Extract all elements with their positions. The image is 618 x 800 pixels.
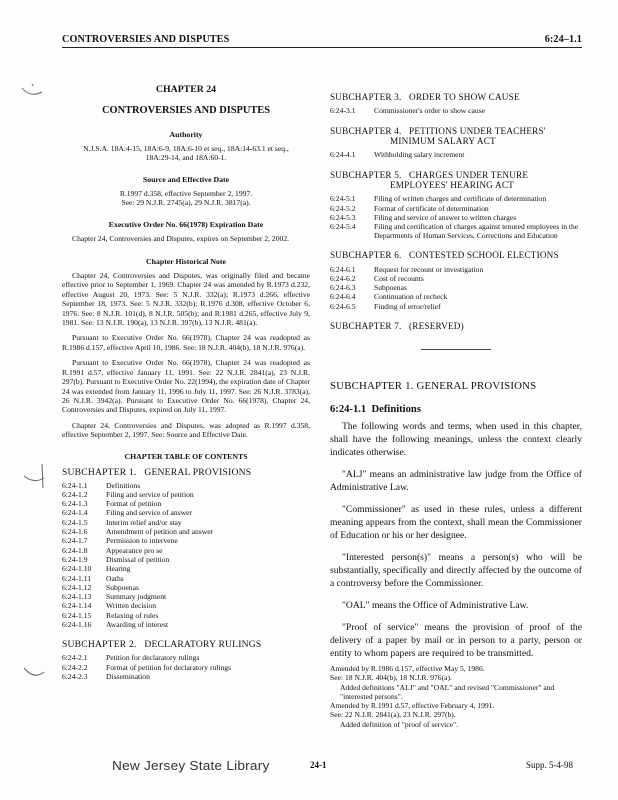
toc-row: 6:24-1.6 Amendment of petition and answer <box>62 527 214 537</box>
toc-row: 6:24-6.4 Continuation of recheck <box>330 292 448 302</box>
toc-row: 6:24-1.5 Interim relief and/or stay <box>62 517 182 527</box>
toc-row: 6:24-5.3 Filing and service of answer to written charges <box>330 212 517 222</box>
definitions-intro: The following words and terms, when used in this chapter, shall have the following meanings, unless the context clearly indicates otherwise. <box>330 421 582 459</box>
left-column <box>62 84 310 681</box>
toc-row: 6:24-1.2 Filing and service of petition <box>62 489 194 499</box>
history-paragraph-2: Pursuant to Executive Order No. 66(1978), Chapter 24 was readopted as R.1986 d.157, effective April 10, 1986. See: 18 N.J.R. 404(b), 18 N.J.R. 976(a). <box>62 333 310 352</box>
history-paragraph-4: Chapter 24, Controversies and Disputes, was adopted as R.1997 d.358, effective September 2, 1997. See: Source and Effective Date. <box>62 420 310 440</box>
toc-row: 6:24-1.14 Written decision <box>62 601 157 611</box>
toc-row: 6:24-3.1 Commissioner's order to show cause <box>330 106 486 116</box>
toc-row: 6:24-1.15 Relaxing of rules <box>62 610 159 620</box>
amendment-notes <box>330 664 582 728</box>
history-label: Chapter Historical Note <box>146 257 226 267</box>
running-header-title: CONTROVERSIES AND DISPUTES <box>62 34 230 45</box>
amendment-line: See: 22 N.J.R. 2841(a), 23 N.J.R. 297(b). <box>330 710 456 720</box>
right-column <box>330 92 582 729</box>
toc-row: 6:24-1.11 Oaths <box>62 573 124 583</box>
toc-subchapter-5: SUBCHAPTER 5. CHARGES UNDER TENURE EMPLOYEES' HEARING ACT <box>330 169 529 191</box>
margin-mark-middle <box>22 462 48 492</box>
toc-subchapter-1-list <box>62 481 310 630</box>
toc-row: 6:24-1.1 Definitions <box>62 480 141 490</box>
toc-row: 6:24-6.1 Request for recount or investigation <box>330 264 484 274</box>
authority-text: N.J.S.A. 18A:4-15, 18A:6-9, 18A:6-10 et seq., 18A:14-63.1 et seq., 18A:29-14, and 18A:60-1. <box>83 144 289 163</box>
amendment-line: Added definitions "ALJ" and "OAL" and revised "Commissioner" and "interested persons". <box>340 682 555 701</box>
toc-row: 6:24-1.10 Hearing <box>62 564 131 574</box>
source-text-2: See: 29 N.J.R. 2745(a), 29 N.J.R. 3817(a). <box>121 198 251 208</box>
toc-subchapter-7: SUBCHAPTER 7. (RESERVED) <box>330 320 464 331</box>
chapter-title: CONTROVERSIES AND DISPUTES <box>101 105 271 116</box>
amendment-line: Amended by R.1991 d.57, effective February 4, 1991. <box>330 701 495 711</box>
margin-mark-top <box>20 82 46 104</box>
toc-row: 6:24-5.2 Format of certificate of determination <box>330 203 489 213</box>
toc-subchapter-4: SUBCHAPTER 4. PETITIONS UNDER TEACHERS' MINIMUM SALARY ACT <box>330 125 546 147</box>
toc-row: 6:24-5.4 Filing and certification of charges against tenured employees in the Departments of Human Services, Corrections and Education <box>330 222 579 241</box>
toc-row: 6:24-1.4 Filing and service of answer <box>62 508 193 518</box>
source-text-1: R.1997 d.358, effective September 2, 1997. <box>119 188 253 198</box>
toc-row: 6:24-1.3 Format of petition <box>62 499 162 509</box>
toc-row: 6:24-2.3 Dissemination <box>62 671 150 681</box>
body-subchapter-heading: SUBCHAPTER 1. GENERAL PROVISIONS <box>330 380 537 393</box>
amendment-line: Added definition of "proof of service". <box>340 719 458 729</box>
running-header <box>62 34 582 45</box>
history-paragraph-3: Pursuant to Executive Order No. 66(1978), Chapter 24 was readopted as R.1991 d.57, effective January 11, 1991. See: 22 N.J.R. 2841(a), 23 N.J.R. 297(b). Pursuant to Executive Order No. 22(1994), the expiration date of Chapter 24 was extended from January 11, 1996 to July 11, 1997. See: 26 N.J.R. 3783(a), 26 N.J.R. 3942(a). Pursuant to Executive Order No. 66(1978), Chapter 24, Controversies and Disputes, expired on July 11, 1997. <box>62 358 310 415</box>
supplement-date: Supp. 5-4-98 <box>526 760 573 770</box>
eo-text: Chapter 24, Controversies and Disputes, expires on September 2, 2002. <box>72 233 290 243</box>
toc-row: 6:24-1.16 Awarding of interest <box>62 619 169 629</box>
definition-proof-of-service: "Proof of service" means the provision of proof of the delivery of a paper by mail or in person to a party, person or entity to whom papers are required to be transmitted. <box>330 622 582 660</box>
definition-oal: "OAL" means the Office of Administrative Law. <box>342 600 529 612</box>
toc-subchapter-2-list <box>62 653 310 681</box>
toc-row: 6:24-1.12 Subpoenas <box>62 582 139 592</box>
toc-row: 6:24-1.13 Summary judgment <box>62 592 167 602</box>
source-label: Source and Effective Date <box>142 174 230 184</box>
header-rule <box>62 47 582 48</box>
amendment-line: See: 18 N.J.R. 404(b), 18 N.J.R. 976(a). <box>330 673 452 683</box>
toc-subchapter-6: SUBCHAPTER 6. CONTESTED SCHOOL ELECTIONS <box>330 250 559 261</box>
toc-row: 6:24-6.2 Cost of recounts <box>330 274 424 284</box>
toc-row: 6:24-1.7 Permission to intervene <box>62 536 178 546</box>
library-stamp: New Jersey State Library <box>112 758 270 773</box>
toc-row: 6:24-1.9 Dismissal of petition <box>62 554 170 564</box>
section-separator-rule <box>421 349 491 350</box>
toc-row: 6:24-6.5 Finding of error/relief <box>330 301 441 311</box>
toc-label: CHAPTER TABLE OF CONTENTS <box>124 451 248 461</box>
running-header-section: 6:24–1.1 <box>544 34 582 45</box>
toc-row: 6:24-1.8 Appearance pro se <box>62 545 163 555</box>
page-number: 24-1 <box>310 760 327 770</box>
toc-row: 6:24-2.2 Format of petition for declaratory rulings <box>62 662 232 672</box>
amendment-line: Amended by R.1986 d.157, effective May 5, 1986. <box>330 664 485 674</box>
toc-row: 6:24-2.1 Petition for declaratory rulings <box>62 653 200 663</box>
history-paragraph-1: Chapter 24, Controversies and Disputes, was originally filed and became effective prior to September 1, 1969. Chapter 24 was amended by R.1973 d.232, effective August 20, 1973. See: 5 N.J.R. 332(a); R.1973 d.266, effective September 18, 1973. See: 5 N.J.R. 332(b); R.1976 d.308, effective October 6, 1976. See: 8 N.J.R. 101(d), 8 N.J.R. 505(b); and R.1981 d.265, effective July 9, 1981. See: 13 N.J.R. 190(a), 13 N.J.R. 397(b), 13 N.J.R. 481(a). <box>62 271 310 328</box>
toc-subchapter-1: SUBCHAPTER 1. GENERAL PROVISIONS <box>62 466 252 478</box>
definition-commissioner: "Commissioner" as used in these rules, unless a different meaning appears from the context, shall mean the Commissioner of Education or his or her designee. <box>330 504 582 542</box>
toc-row: 6:24-4.1 Withholding salary increment <box>330 150 465 160</box>
toc-row: 6:24-6.3 Subpoenas <box>330 283 407 293</box>
authority-label: Authority <box>169 130 203 139</box>
margin-mark-bottom <box>22 660 48 686</box>
section-number: 6:24-1.1 <box>330 404 367 416</box>
section-title: Definitions <box>371 404 421 416</box>
section-heading <box>330 404 582 415</box>
toc-row: 6:24-5.1 Filing of written charges and certificate of determination <box>330 194 547 204</box>
definition-interested-persons: "Interested person(s)" means a person(s) who will be substantially, specifically and directly affected by the outcome of a controversy before the Commissioner. <box>330 552 582 590</box>
toc-subchapter-3: SUBCHAPTER 3. ORDER TO SHOW CAUSE <box>330 92 520 102</box>
chapter-number: CHAPTER 24 <box>155 84 217 95</box>
definition-alj: "ALJ" means an administrative law judge from the Office of Administrative Law. <box>330 469 582 494</box>
eo-label: Executive Order No. 66(1978) Expiration Date <box>108 219 264 229</box>
toc-subchapter-2: SUBCHAPTER 2. DECLARATORY RULINGS <box>62 639 262 651</box>
